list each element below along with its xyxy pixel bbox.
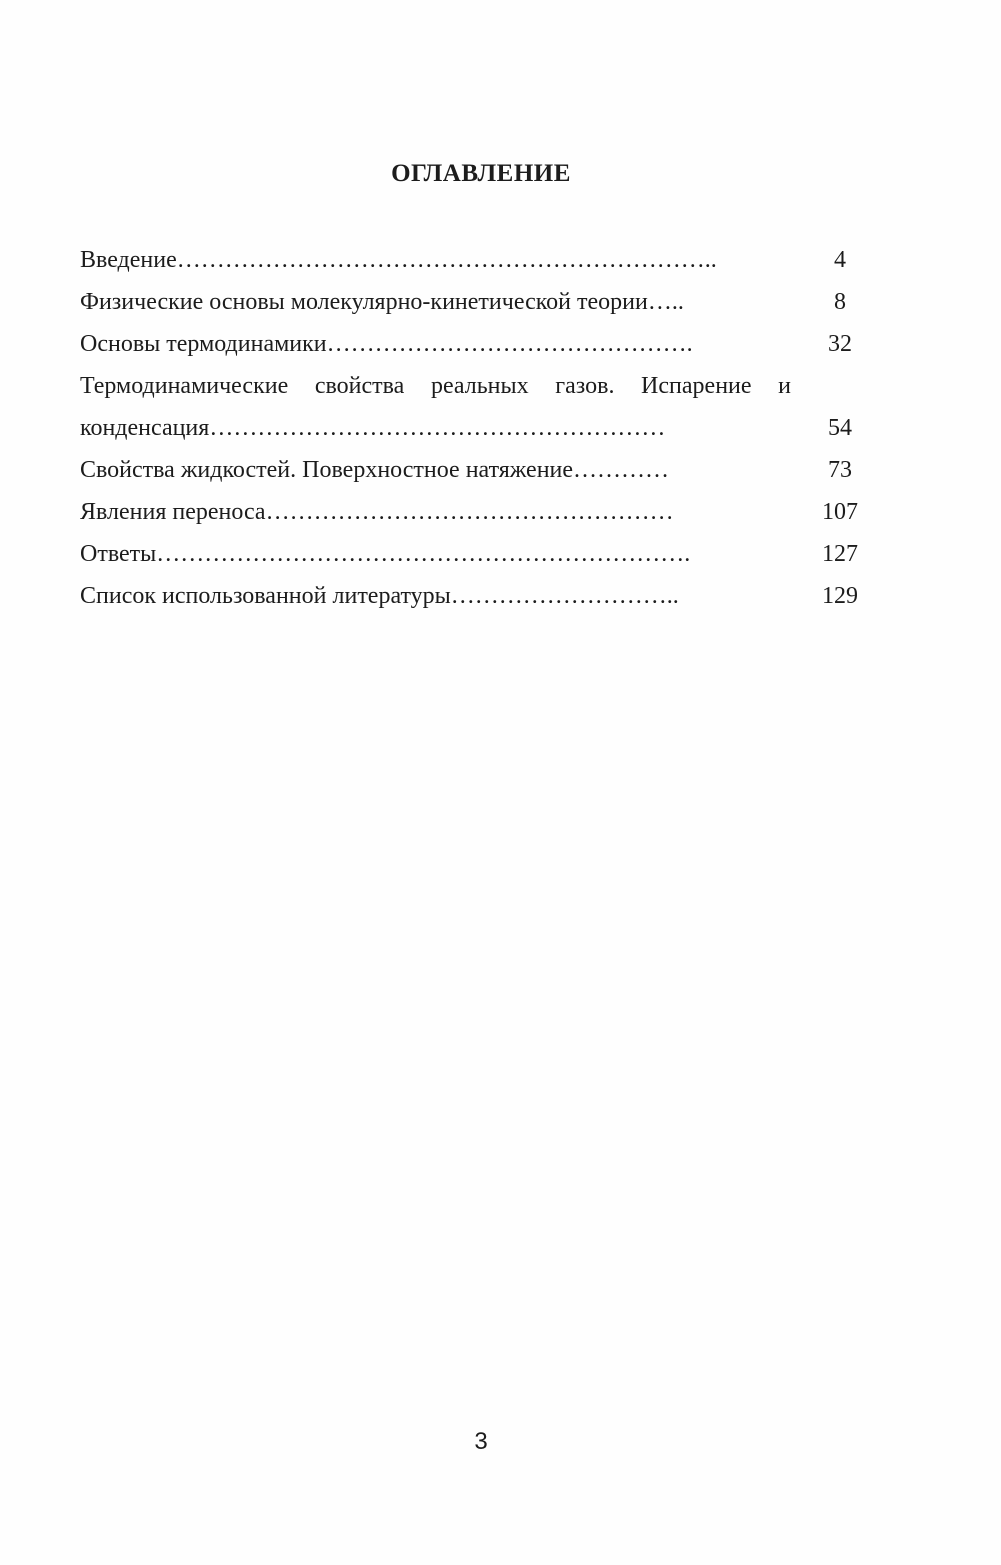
toc-entry-title: Ответы………………………………………………………….	[80, 541, 691, 567]
toc-entry	[80, 577, 880, 619]
table-of-contents	[80, 241, 880, 619]
toc-entry	[80, 535, 880, 577]
toc-entry	[80, 325, 880, 367]
toc-entry	[80, 493, 880, 535]
toc-entry-title: Список использованной литературы………………………..	[80, 583, 679, 609]
toc-entry-page: 127	[822, 541, 858, 567]
toc-entry-page: 129	[822, 583, 858, 609]
toc-entry-title: Термодинамические свойства реальных газов. Испарение и	[80, 373, 791, 399]
toc-entry-page: 32	[828, 331, 852, 357]
toc-entry	[80, 283, 880, 325]
toc-entry-title: Физические основы молекулярно-кинетической теории…..	[80, 289, 684, 315]
toc-entry	[80, 409, 880, 451]
toc-entry-title: Явления переноса……………………………………………	[80, 499, 674, 525]
toc-entry-title: конденсация…………………………………………………	[80, 415, 666, 441]
toc-entry-page: 8	[834, 289, 846, 315]
page-number: 3	[474, 1428, 488, 1455]
toc-entry	[80, 241, 880, 283]
toc-entry-title: Введение…………………………………………………………..	[80, 247, 717, 273]
toc-entry-title: Свойства жидкостей. Поверхностное натяжение…………	[80, 457, 670, 483]
toc-entry	[80, 367, 880, 409]
toc-entry-page: 107	[822, 499, 858, 525]
page-title: ОГЛАВЛЕНИЕ	[391, 160, 571, 187]
toc-entry-title: Основы термодинамики……………………………………….	[80, 331, 693, 357]
toc-entry-page: 73	[828, 457, 852, 483]
toc-entry-page: 54	[828, 415, 852, 441]
toc-entry-page: 4	[834, 247, 846, 273]
toc-entry	[80, 451, 880, 493]
